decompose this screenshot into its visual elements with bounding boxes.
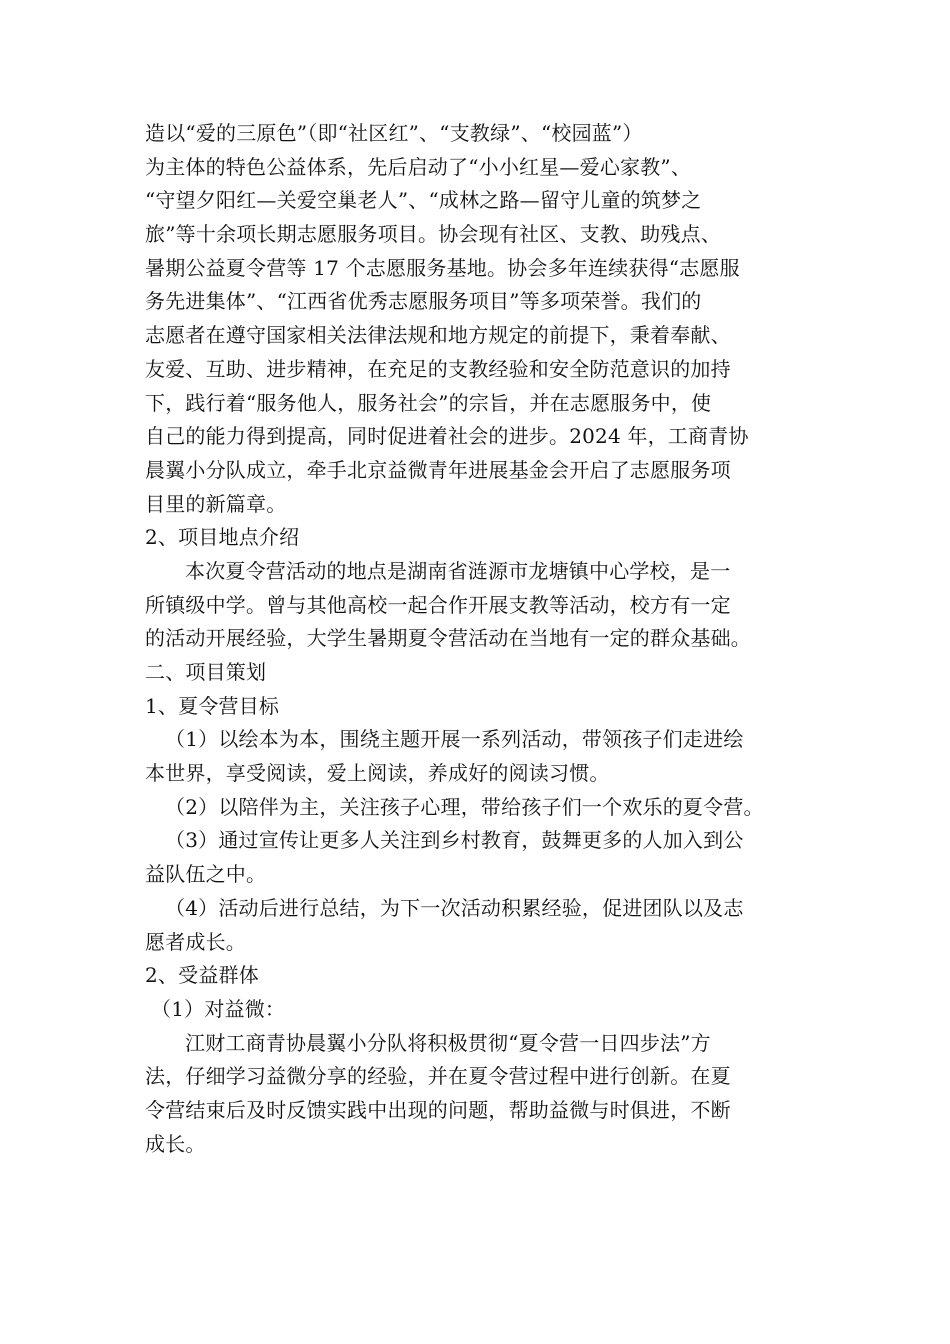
paragraph-line: 所镇级中学。曾与其他高校一起合作开展支教等活动，校方有一定 xyxy=(145,592,731,617)
section-heading-planning: 二、项目策划 xyxy=(145,660,267,684)
paragraph-line: 旅”等十余项长期志愿服务项目。协会现有社区、支教、助残点、 xyxy=(145,222,722,247)
goal-item: （1）以绘本为本，围绕主题开展一系列活动，带领孩子们走进绘 xyxy=(165,727,744,752)
goal-item: （4）活动后进行总结，为下一次活动积累经验，促进团队以及志 xyxy=(165,895,744,920)
paragraph-line: 本次夏令营活动的地点是湖南省涟源市龙塘镇中心学校，是一 xyxy=(185,558,731,583)
paragraph-line: 法，仔细学习益微分享的经验，并在夏令营过程中进行创新。在夏 xyxy=(145,1064,731,1089)
goal-item: （2）以陪伴为主，关注孩子心理，带给孩子们一个欢乐的夏令营。 xyxy=(165,794,764,819)
paragraph-line: 本世界，享受阅读，爱上阅读，养成好的阅读习惯。 xyxy=(145,761,610,786)
subsection-heading: （1）对益微： xyxy=(151,996,286,1021)
paragraph-line: 益队伍之中。 xyxy=(145,862,267,887)
paragraph-line: 下，践行着“服务他人，服务社会”的宗旨，并在志愿服务中，使 xyxy=(145,390,712,415)
document-body xyxy=(145,117,825,1161)
paragraph-line: 目里的新篇章。 xyxy=(145,491,287,516)
paragraph-line: 自己的能力得到提高，同时促进着社会的进步。2024 年，工商青协 xyxy=(145,424,749,449)
paragraph-line: 晨翼小分队成立，牵手北京益微青年进展基金会开启了志愿服务项 xyxy=(145,457,731,482)
paragraph-line: 暑期公益夏令营等 17 个志愿服务基地。协会多年连续获得“志愿服 xyxy=(145,255,740,280)
paragraph-line: 志愿者在遵守国家相关法律法规和地方规定的前提下，秉着奉献、 xyxy=(145,323,731,348)
section-heading-location: 2、项目地点介绍 xyxy=(145,525,300,550)
paragraph-line: 造以“爱的三原色”（即“社区红”、“支教绿”、“校园蓝”） xyxy=(145,121,643,145)
section-heading-goals: 1、夏令营目标 xyxy=(145,693,280,718)
paragraph-line: 友爱、互助、进步精神，在充足的支教经验和安全防范意识的加持 xyxy=(145,356,731,381)
section-heading-beneficiaries: 2、受益群体 xyxy=(145,963,259,988)
paragraph-line: 成长。 xyxy=(145,1131,206,1156)
paragraph-line: 江财工商青协晨翼小分队将积极贯彻“夏令营一日四步法”方 xyxy=(185,1030,711,1055)
paragraph-line: 为主体的特色公益体系，先后启动了“小小红星—爱心家教”、 xyxy=(145,154,692,179)
paragraph-line: 的活动开展经验，大学生暑期夏令营活动在当地有一定的群众基础。 xyxy=(145,626,751,651)
paragraph-line: 令营结束后及时反馈实践中出现的问题，帮助益微与时俱进，不断 xyxy=(145,1097,731,1122)
paragraph-line: 务先进集体”、“江西省优秀志愿服务项目”等多项荣誉。我们的 xyxy=(145,289,702,314)
paragraph-line: 愿者成长。 xyxy=(145,929,246,954)
goal-item: （3）通过宣传让更多人关注到乡村教育，鼓舞更多的人加入到公 xyxy=(165,828,744,853)
paragraph-line: “守望夕阳红—关爱空巢老人”、“成林之路—留守儿童的筑梦之 xyxy=(145,188,702,213)
